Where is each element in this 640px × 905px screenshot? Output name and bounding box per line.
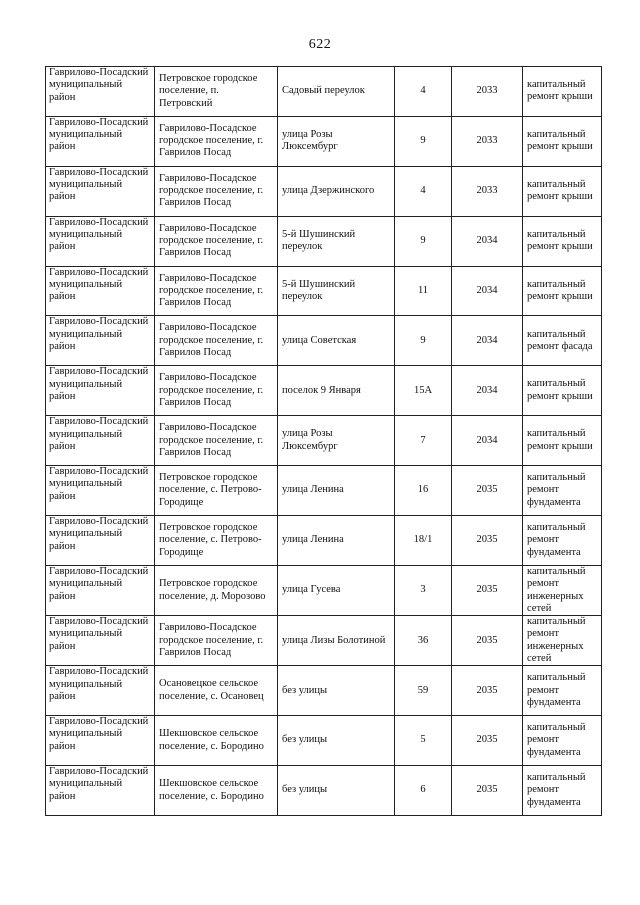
year-cell: 2035	[452, 766, 523, 816]
work-type-cell: капитальный ремонт крыши	[523, 366, 602, 416]
settlement-cell: Гаврилово-Посадское городское поселение, г. Гаврилов Посад	[155, 116, 278, 166]
district-cell: Гаврилово-Посадский муниципальный район	[46, 67, 155, 117]
work-type-cell: капитальный ремонт фасада	[523, 316, 602, 366]
work-type-cell: капитальный ремонт крыши	[523, 416, 602, 466]
table-row	[46, 266, 602, 316]
settlement-cell: Гаврилово-Посадское городское поселение, г. Гаврилов Посад	[155, 266, 278, 316]
district-cell: Гаврилово-Посадский муниципальный район	[46, 565, 155, 615]
table-row	[46, 216, 602, 266]
work-type-cell: капитальный ремонт крыши	[523, 116, 602, 166]
housing-repair-table	[45, 66, 602, 816]
table-row	[46, 766, 602, 816]
house-number-cell: 9	[395, 116, 452, 166]
work-type-cell: капитальный ремонт фундамента	[523, 516, 602, 566]
street-cell: 5-й Шушинский переулок	[278, 266, 395, 316]
settlement-cell: Шекшовское сельское поселение, с. Бородино	[155, 766, 278, 816]
house-number-cell: 3	[395, 565, 452, 615]
house-number-cell: 59	[395, 666, 452, 716]
district-cell: Гаврилово-Посадский муниципальный район	[46, 166, 155, 216]
table-row	[46, 516, 602, 566]
house-number-cell: 9	[395, 216, 452, 266]
settlement-cell: Петровское городское поселение, д. Морозово	[155, 565, 278, 615]
house-number-cell: 4	[395, 67, 452, 117]
house-number-cell: 5	[395, 716, 452, 766]
house-number-cell: 15А	[395, 366, 452, 416]
house-number-cell: 7	[395, 416, 452, 466]
table-row	[46, 316, 602, 366]
table-row	[46, 166, 602, 216]
street-cell: без улицы	[278, 766, 395, 816]
year-cell: 2035	[452, 516, 523, 566]
settlement-cell: Гаврилово-Посадское городское поселение, г. Гаврилов Посад	[155, 416, 278, 466]
settlement-cell: Гаврилово-Посадское городское поселение, г. Гаврилов Посад	[155, 166, 278, 216]
work-type-cell: капитальный ремонт инженерных сетей	[523, 616, 602, 666]
table-row	[46, 67, 602, 117]
settlement-cell: Гаврилово-Посадское городское поселение, г. Гаврилов Посад	[155, 366, 278, 416]
table-body	[46, 67, 602, 816]
work-type-cell: капитальный ремонт крыши	[523, 67, 602, 117]
year-cell: 2035	[452, 716, 523, 766]
district-cell: Гаврилово-Посадский муниципальный район	[46, 316, 155, 366]
settlement-cell: Петровское городское поселение, с. Петрово-Городище	[155, 466, 278, 516]
table-row	[46, 716, 602, 766]
work-type-cell: капитальный ремонт фундамента	[523, 716, 602, 766]
work-type-cell: капитальный ремонт фундамента	[523, 666, 602, 716]
table-row	[46, 416, 602, 466]
work-type-cell: капитальный ремонт фундамента	[523, 766, 602, 816]
work-type-cell: капитальный ремонт инженерных сетей	[523, 565, 602, 615]
district-cell: Гаврилово-Посадский муниципальный район	[46, 266, 155, 316]
district-cell: Гаврилово-Посадский муниципальный район	[46, 666, 155, 716]
district-cell: Гаврилово-Посадский муниципальный район	[46, 466, 155, 516]
house-number-cell: 4	[395, 166, 452, 216]
page-number: 622	[308, 37, 332, 52]
work-type-cell: капитальный ремонт крыши	[523, 166, 602, 216]
table-row	[46, 666, 602, 716]
street-cell: поселок 9 Января	[278, 366, 395, 416]
year-cell: 2034	[452, 416, 523, 466]
settlement-cell: Петровское городское поселение, с. Петрово-Городище	[155, 516, 278, 566]
street-cell: улица Ленина	[278, 516, 395, 566]
table-row	[46, 565, 602, 615]
year-cell: 2034	[452, 366, 523, 416]
district-cell: Гаврилово-Посадский муниципальный район	[46, 616, 155, 666]
district-cell: Гаврилово-Посадский муниципальный район	[46, 116, 155, 166]
street-cell: улица Ленина	[278, 466, 395, 516]
house-number-cell: 9	[395, 316, 452, 366]
district-cell: Гаврилово-Посадский муниципальный район	[46, 416, 155, 466]
year-cell: 2035	[452, 666, 523, 716]
year-cell: 2033	[452, 116, 523, 166]
year-cell: 2034	[452, 316, 523, 366]
table-row	[46, 116, 602, 166]
year-cell: 2033	[452, 166, 523, 216]
table-row	[46, 466, 602, 516]
house-number-cell: 6	[395, 766, 452, 816]
table-row	[46, 616, 602, 666]
work-type-cell: капитальный ремонт крыши	[523, 216, 602, 266]
work-type-cell: капитальный ремонт фундамента	[523, 466, 602, 516]
street-cell: без улицы	[278, 716, 395, 766]
street-cell: без улицы	[278, 666, 395, 716]
house-number-cell: 11	[395, 266, 452, 316]
street-cell: Садовый переулок	[278, 67, 395, 117]
district-cell: Гаврилово-Посадский муниципальный район	[46, 766, 155, 816]
settlement-cell: Осановецкое сельское поселение, с. Осановец	[155, 666, 278, 716]
street-cell: улица Лизы Болотиной	[278, 616, 395, 666]
settlement-cell: Гаврилово-Посадское городское поселение, г. Гаврилов Посад	[155, 216, 278, 266]
year-cell: 2035	[452, 616, 523, 666]
street-cell: улица Советская	[278, 316, 395, 366]
year-cell: 2034	[452, 266, 523, 316]
year-cell: 2034	[452, 216, 523, 266]
settlement-cell: Гаврилово-Посадское городское поселение, г. Гаврилов Посад	[155, 616, 278, 666]
house-number-cell: 36	[395, 616, 452, 666]
table-row	[46, 366, 602, 416]
house-number-cell: 18/1	[395, 516, 452, 566]
street-cell: улица Дзержинского	[278, 166, 395, 216]
district-cell: Гаврилово-Посадский муниципальный район	[46, 516, 155, 566]
district-cell: Гаврилово-Посадский муниципальный район	[46, 216, 155, 266]
street-cell: улица Гусева	[278, 565, 395, 615]
settlement-cell: Гаврилово-Посадское городское поселение, г. Гаврилов Посад	[155, 316, 278, 366]
year-cell: 2035	[452, 466, 523, 516]
year-cell: 2035	[452, 565, 523, 615]
settlement-cell: Шекшовское сельское поселение, с. Бородино	[155, 716, 278, 766]
year-cell: 2033	[452, 67, 523, 117]
settlement-cell: Петровское городское поселение, п. Петровский	[155, 67, 278, 117]
street-cell: 5-й Шушинский переулок	[278, 216, 395, 266]
house-number-cell: 16	[395, 466, 452, 516]
work-type-cell: капитальный ремонт крыши	[523, 266, 602, 316]
street-cell: улица Розы Люксембург	[278, 116, 395, 166]
street-cell: улица Розы Люксембург	[278, 416, 395, 466]
district-cell: Гаврилово-Посадский муниципальный район	[46, 716, 155, 766]
district-cell: Гаврилово-Посадский муниципальный район	[46, 366, 155, 416]
